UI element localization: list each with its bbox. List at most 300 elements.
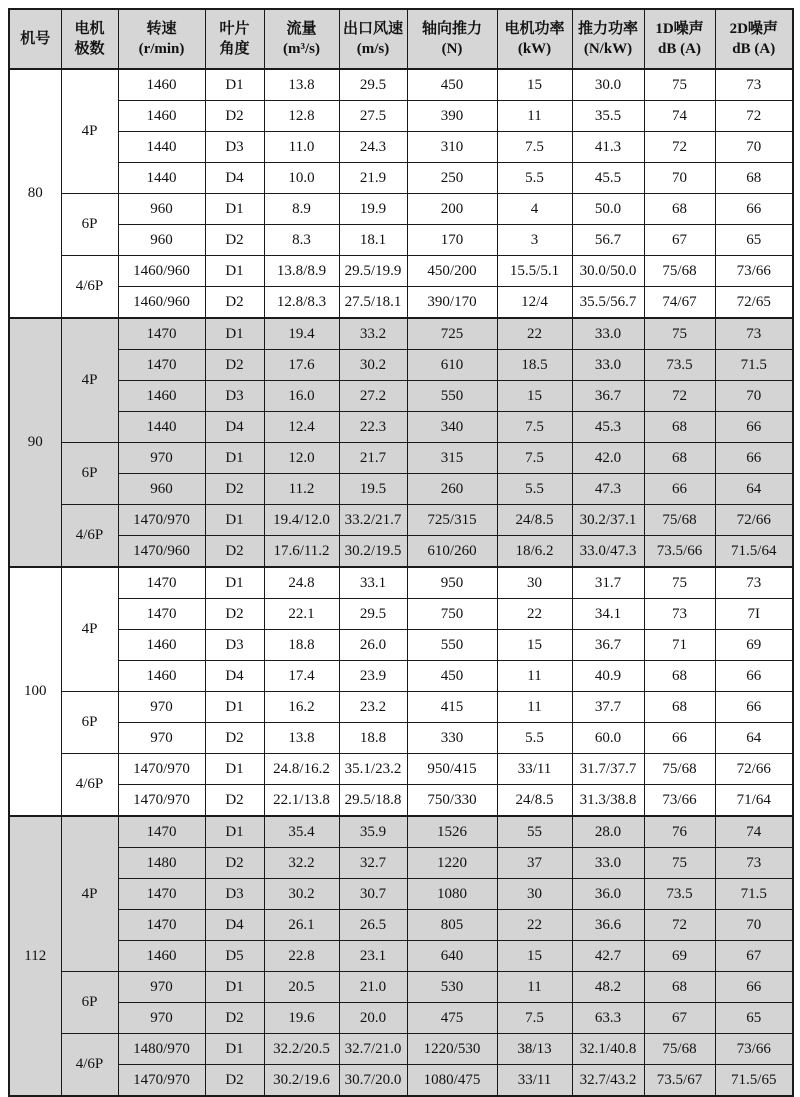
cell-noise_2d: 71/64 [715, 785, 793, 817]
table-row [9, 1065, 793, 1097]
cell-blade_angle: D2 [205, 848, 264, 879]
cell-noise_2d: 73 [715, 848, 793, 879]
cell-flow: 12.0 [264, 443, 339, 474]
cell-speed_rpm: 1470/970 [118, 785, 205, 817]
cell-motor_power: 22 [497, 910, 572, 941]
cell-noise_2d: 69 [715, 630, 793, 661]
cell-speed_rpm: 1480 [118, 848, 205, 879]
cell-speed_rpm: 1460 [118, 630, 205, 661]
cell-blade_angle: D2 [205, 350, 264, 381]
cell-speed_rpm: 970 [118, 723, 205, 754]
cell-thrust_power_ratio: 31.7 [572, 567, 644, 599]
header-thrust_power_ratio: 推力功率 (N/kW) [572, 9, 644, 69]
cell-motor_power: 33/11 [497, 1065, 572, 1097]
cell-motor_power: 22 [497, 318, 572, 350]
header-motor_power: 电机功率 (kW) [497, 9, 572, 69]
cell-outlet_velocity: 23.9 [339, 661, 407, 692]
cell-speed_rpm: 1470 [118, 599, 205, 630]
cell-motor_power: 22 [497, 599, 572, 630]
cell-outlet_velocity: 24.3 [339, 132, 407, 163]
cell-speed_rpm: 1470 [118, 318, 205, 350]
cell-axial_thrust: 550 [407, 381, 497, 412]
cell-motor_power: 7.5 [497, 443, 572, 474]
cell-blade_angle: D1 [205, 505, 264, 536]
cell-thrust_power_ratio: 42.0 [572, 443, 644, 474]
cell-axial_thrust: 1080/475 [407, 1065, 497, 1097]
cell-speed_rpm: 1470 [118, 879, 205, 910]
cell-axial_thrust: 415 [407, 692, 497, 723]
cell-outlet_velocity: 18.8 [339, 723, 407, 754]
cell-motor_power: 30 [497, 567, 572, 599]
cell-noise_1d: 72 [644, 381, 715, 412]
cell-motor_power: 5.5 [497, 163, 572, 194]
cell-noise_1d: 72 [644, 132, 715, 163]
cell-thrust_power_ratio: 50.0 [572, 194, 644, 225]
cell-speed_rpm: 1470 [118, 816, 205, 848]
cell-speed_rpm: 1460/960 [118, 287, 205, 319]
cell-blade_angle: D2 [205, 1065, 264, 1097]
cell-thrust_power_ratio: 36.6 [572, 910, 644, 941]
cell-outlet_velocity: 20.0 [339, 1003, 407, 1034]
cell-speed_rpm: 1440 [118, 412, 205, 443]
cell-noise_2d: 64 [715, 474, 793, 505]
cell-blade_angle: D1 [205, 256, 264, 287]
cell-speed_rpm: 1470/970 [118, 1065, 205, 1097]
cell-blade_angle: D2 [205, 599, 264, 630]
cell-flow: 24.8 [264, 567, 339, 599]
cell-poles: 4P [61, 567, 118, 692]
cell-axial_thrust: 750 [407, 599, 497, 630]
cell-noise_1d: 66 [644, 723, 715, 754]
table-row [9, 910, 793, 941]
cell-flow: 13.8 [264, 69, 339, 101]
cell-axial_thrust: 610/260 [407, 536, 497, 568]
cell-noise_1d: 68 [644, 412, 715, 443]
cell-motor_power: 5.5 [497, 474, 572, 505]
cell-flow: 17.6/11.2 [264, 536, 339, 568]
cell-blade_angle: D4 [205, 910, 264, 941]
cell-poles: 6P [61, 972, 118, 1034]
cell-thrust_power_ratio: 60.0 [572, 723, 644, 754]
cell-blade_angle: D2 [205, 101, 264, 132]
cell-blade_angle: D2 [205, 225, 264, 256]
cell-thrust_power_ratio: 48.2 [572, 972, 644, 1003]
cell-motor_power: 3 [497, 225, 572, 256]
cell-blade_angle: D3 [205, 381, 264, 412]
cell-noise_1d: 75 [644, 567, 715, 599]
cell-speed_rpm: 1470 [118, 567, 205, 599]
table-row [9, 1034, 793, 1065]
cell-speed_rpm: 960 [118, 225, 205, 256]
cell-outlet_velocity: 21.7 [339, 443, 407, 474]
cell-outlet_velocity: 21.0 [339, 972, 407, 1003]
table-row [9, 318, 793, 350]
cell-outlet_velocity: 33.2 [339, 318, 407, 350]
cell-axial_thrust: 725 [407, 318, 497, 350]
cell-flow: 24.8/16.2 [264, 754, 339, 785]
cell-thrust_power_ratio: 31.7/37.7 [572, 754, 644, 785]
cell-outlet_velocity: 26.0 [339, 630, 407, 661]
cell-motor_power: 11 [497, 692, 572, 723]
cell-thrust_power_ratio: 31.3/38.8 [572, 785, 644, 817]
cell-blade_angle: D3 [205, 132, 264, 163]
cell-outlet_velocity: 29.5 [339, 599, 407, 630]
cell-noise_2d: 66 [715, 972, 793, 1003]
header-noise_1d: 1D噪声 dB (A) [644, 9, 715, 69]
cell-flow: 13.8/8.9 [264, 256, 339, 287]
cell-blade_angle: D1 [205, 567, 264, 599]
cell-speed_rpm: 1460 [118, 381, 205, 412]
cell-thrust_power_ratio: 37.7 [572, 692, 644, 723]
cell-noise_1d: 72 [644, 910, 715, 941]
cell-poles: 4/6P [61, 256, 118, 319]
cell-thrust_power_ratio: 42.7 [572, 941, 644, 972]
cell-poles: 4/6P [61, 1034, 118, 1097]
cell-noise_1d: 71 [644, 630, 715, 661]
header-axial_thrust: 轴向推力 (N) [407, 9, 497, 69]
table-row [9, 287, 793, 319]
cell-noise_2d: 71.5/65 [715, 1065, 793, 1097]
cell-blade_angle: D1 [205, 692, 264, 723]
cell-noise_1d: 73.5/67 [644, 1065, 715, 1097]
cell-thrust_power_ratio: 47.3 [572, 474, 644, 505]
cell-axial_thrust: 950/415 [407, 754, 497, 785]
cell-outlet_velocity: 26.5 [339, 910, 407, 941]
header-noise_2d: 2D噪声 dB (A) [715, 9, 793, 69]
cell-flow: 8.3 [264, 225, 339, 256]
cell-speed_rpm: 1470 [118, 350, 205, 381]
cell-outlet_velocity: 27.5 [339, 101, 407, 132]
header-outlet_velocity: 出口风速 (m/s) [339, 9, 407, 69]
cell-noise_2d: 72/66 [715, 754, 793, 785]
cell-axial_thrust: 200 [407, 194, 497, 225]
cell-axial_thrust: 750/330 [407, 785, 497, 817]
cell-motor_power: 38/13 [497, 1034, 572, 1065]
table-row [9, 567, 793, 599]
table-row [9, 879, 793, 910]
cell-speed_rpm: 1470 [118, 910, 205, 941]
cell-flow: 11.2 [264, 474, 339, 505]
cell-outlet_velocity: 27.2 [339, 381, 407, 412]
cell-axial_thrust: 390 [407, 101, 497, 132]
table-row [9, 101, 793, 132]
cell-motor_power: 11 [497, 101, 572, 132]
table-row [9, 599, 793, 630]
cell-outlet_velocity: 30.2 [339, 350, 407, 381]
cell-poles: 4P [61, 69, 118, 194]
cell-motor_power: 7.5 [497, 412, 572, 443]
cell-axial_thrust: 250 [407, 163, 497, 194]
cell-flow: 17.6 [264, 350, 339, 381]
cell-speed_rpm: 1460 [118, 69, 205, 101]
cell-speed_rpm: 1440 [118, 132, 205, 163]
cell-axial_thrust: 1220 [407, 848, 497, 879]
cell-flow: 12.4 [264, 412, 339, 443]
cell-thrust_power_ratio: 33.0 [572, 350, 644, 381]
cell-noise_1d: 75/68 [644, 505, 715, 536]
cell-speed_rpm: 970 [118, 1003, 205, 1034]
cell-machine-no: 100 [9, 567, 61, 816]
cell-speed_rpm: 1460 [118, 101, 205, 132]
cell-noise_2d: 71.5 [715, 879, 793, 910]
cell-noise_2d: 65 [715, 1003, 793, 1034]
cell-flow: 30.2 [264, 879, 339, 910]
cell-speed_rpm: 1470/970 [118, 505, 205, 536]
cell-axial_thrust: 450 [407, 661, 497, 692]
cell-noise_1d: 74/67 [644, 287, 715, 319]
cell-flow: 17.4 [264, 661, 339, 692]
cell-speed_rpm: 1460/960 [118, 256, 205, 287]
cell-blade_angle: D4 [205, 163, 264, 194]
cell-blade_angle: D2 [205, 474, 264, 505]
cell-outlet_velocity: 29.5/18.8 [339, 785, 407, 817]
cell-blade_angle: D1 [205, 443, 264, 474]
cell-axial_thrust: 450 [407, 69, 497, 101]
cell-axial_thrust: 450/200 [407, 256, 497, 287]
cell-thrust_power_ratio: 33.0/47.3 [572, 536, 644, 568]
cell-flow: 11.0 [264, 132, 339, 163]
cell-noise_1d: 75 [644, 848, 715, 879]
cell-blade_angle: D2 [205, 785, 264, 817]
cell-noise_1d: 75/68 [644, 256, 715, 287]
table-row [9, 412, 793, 443]
cell-speed_rpm: 1460 [118, 661, 205, 692]
table-row [9, 505, 793, 536]
cell-motor_power: 4 [497, 194, 572, 225]
cell-motor_power: 18/6.2 [497, 536, 572, 568]
cell-motor_power: 55 [497, 816, 572, 848]
cell-noise_1d: 68 [644, 661, 715, 692]
cell-noise_2d: 73 [715, 318, 793, 350]
cell-noise_1d: 67 [644, 225, 715, 256]
table-row [9, 816, 793, 848]
cell-flow: 16.0 [264, 381, 339, 412]
cell-noise_2d: 66 [715, 443, 793, 474]
cell-noise_1d: 73.5/66 [644, 536, 715, 568]
cell-noise_1d: 69 [644, 941, 715, 972]
cell-flow: 13.8 [264, 723, 339, 754]
cell-machine-no: 80 [9, 69, 61, 318]
cell-axial_thrust: 310 [407, 132, 497, 163]
cell-noise_2d: 64 [715, 723, 793, 754]
cell-blade_angle: D1 [205, 754, 264, 785]
cell-flow: 22.1/13.8 [264, 785, 339, 817]
cell-machine-no: 112 [9, 816, 61, 1096]
cell-noise_2d: 65 [715, 225, 793, 256]
cell-speed_rpm: 960 [118, 474, 205, 505]
cell-outlet_velocity: 32.7/21.0 [339, 1034, 407, 1065]
cell-blade_angle: D5 [205, 941, 264, 972]
cell-blade_angle: D4 [205, 412, 264, 443]
cell-noise_2d: 73/66 [715, 1034, 793, 1065]
cell-motor_power: 15 [497, 69, 572, 101]
cell-axial_thrust: 530 [407, 972, 497, 1003]
cell-axial_thrust: 1080 [407, 879, 497, 910]
cell-thrust_power_ratio: 34.1 [572, 599, 644, 630]
table-row [9, 381, 793, 412]
cell-axial_thrust: 390/170 [407, 287, 497, 319]
table-row [9, 941, 793, 972]
cell-thrust_power_ratio: 63.3 [572, 1003, 644, 1034]
cell-blade_angle: D2 [205, 536, 264, 568]
cell-speed_rpm: 1470/960 [118, 536, 205, 568]
cell-outlet_velocity: 21.9 [339, 163, 407, 194]
header-row [9, 9, 793, 69]
cell-outlet_velocity: 30.2/19.5 [339, 536, 407, 568]
cell-speed_rpm: 1480/970 [118, 1034, 205, 1065]
cell-axial_thrust: 640 [407, 941, 497, 972]
cell-blade_angle: D4 [205, 661, 264, 692]
cell-noise_1d: 68 [644, 443, 715, 474]
cell-motor_power: 37 [497, 848, 572, 879]
cell-thrust_power_ratio: 36.0 [572, 879, 644, 910]
cell-motor_power: 15.5/5.1 [497, 256, 572, 287]
cell-noise_1d: 68 [644, 972, 715, 1003]
cell-poles: 4/6P [61, 505, 118, 568]
cell-speed_rpm: 970 [118, 443, 205, 474]
cell-noise_2d: 66 [715, 661, 793, 692]
cell-noise_1d: 68 [644, 194, 715, 225]
cell-axial_thrust: 315 [407, 443, 497, 474]
cell-motor_power: 15 [497, 941, 572, 972]
header-flow: 流量 (m³/s) [264, 9, 339, 69]
cell-noise_2d: 72/66 [715, 505, 793, 536]
cell-blade_angle: D1 [205, 194, 264, 225]
cell-thrust_power_ratio: 33.0 [572, 318, 644, 350]
cell-noise_1d: 73 [644, 599, 715, 630]
cell-blade_angle: D3 [205, 879, 264, 910]
cell-motor_power: 15 [497, 381, 572, 412]
cell-flow: 8.9 [264, 194, 339, 225]
cell-speed_rpm: 1460 [118, 941, 205, 972]
cell-noise_1d: 68 [644, 692, 715, 723]
cell-axial_thrust: 1220/530 [407, 1034, 497, 1065]
cell-machine-no: 90 [9, 318, 61, 567]
table-row [9, 785, 793, 817]
cell-thrust_power_ratio: 32.7/43.2 [572, 1065, 644, 1097]
cell-flow: 22.8 [264, 941, 339, 972]
cell-poles: 6P [61, 692, 118, 754]
cell-outlet_velocity: 35.1/23.2 [339, 754, 407, 785]
cell-poles: 4/6P [61, 754, 118, 817]
cell-flow: 20.5 [264, 972, 339, 1003]
cell-thrust_power_ratio: 56.7 [572, 225, 644, 256]
cell-axial_thrust: 805 [407, 910, 497, 941]
cell-outlet_velocity: 29.5/19.9 [339, 256, 407, 287]
cell-noise_2d: 71.5 [715, 350, 793, 381]
cell-axial_thrust: 475 [407, 1003, 497, 1034]
table-row [9, 536, 793, 568]
table-row [9, 225, 793, 256]
cell-noise_2d: 66 [715, 692, 793, 723]
table-row [9, 972, 793, 1003]
cell-flow: 26.1 [264, 910, 339, 941]
cell-blade_angle: D1 [205, 318, 264, 350]
cell-noise_1d: 76 [644, 816, 715, 848]
cell-speed_rpm: 1440 [118, 163, 205, 194]
cell-noise_1d: 75 [644, 69, 715, 101]
cell-axial_thrust: 610 [407, 350, 497, 381]
table-row [9, 692, 793, 723]
cell-flow: 19.4/12.0 [264, 505, 339, 536]
cell-speed_rpm: 970 [118, 692, 205, 723]
cell-axial_thrust: 950 [407, 567, 497, 599]
cell-thrust_power_ratio: 35.5 [572, 101, 644, 132]
cell-speed_rpm: 970 [118, 972, 205, 1003]
header-poles: 电机 极数 [61, 9, 118, 69]
cell-outlet_velocity: 19.9 [339, 194, 407, 225]
table-row [9, 69, 793, 101]
cell-noise_1d: 73.5 [644, 879, 715, 910]
cell-axial_thrust: 550 [407, 630, 497, 661]
cell-axial_thrust: 340 [407, 412, 497, 443]
cell-outlet_velocity: 29.5 [339, 69, 407, 101]
cell-outlet_velocity: 18.1 [339, 225, 407, 256]
header-machine_no: 机号 [9, 9, 61, 69]
cell-blade_angle: D1 [205, 69, 264, 101]
table-row [9, 1003, 793, 1034]
cell-poles: 4P [61, 816, 118, 972]
cell-noise_2d: 70 [715, 910, 793, 941]
cell-axial_thrust: 260 [407, 474, 497, 505]
cell-thrust_power_ratio: 30.0 [572, 69, 644, 101]
cell-flow: 19.6 [264, 1003, 339, 1034]
cell-flow: 19.4 [264, 318, 339, 350]
cell-motor_power: 11 [497, 972, 572, 1003]
cell-thrust_power_ratio: 32.1/40.8 [572, 1034, 644, 1065]
cell-noise_2d: 71.5/64 [715, 536, 793, 568]
cell-blade_angle: D2 [205, 723, 264, 754]
header-blade_angle: 叶片 角度 [205, 9, 264, 69]
table-row [9, 754, 793, 785]
cell-blade_angle: D1 [205, 1034, 264, 1065]
cell-flow: 32.2/20.5 [264, 1034, 339, 1065]
cell-motor_power: 24/8.5 [497, 505, 572, 536]
cell-blade_angle: D2 [205, 1003, 264, 1034]
cell-flow: 10.0 [264, 163, 339, 194]
cell-outlet_velocity: 22.3 [339, 412, 407, 443]
cell-motor_power: 15 [497, 630, 572, 661]
cell-speed_rpm: 1470/970 [118, 754, 205, 785]
cell-poles: 6P [61, 194, 118, 256]
cell-noise_1d: 75/68 [644, 1034, 715, 1065]
cell-noise_2d: 67 [715, 941, 793, 972]
cell-poles: 6P [61, 443, 118, 505]
cell-flow: 18.8 [264, 630, 339, 661]
table-row [9, 661, 793, 692]
table-header [9, 9, 793, 69]
cell-noise_1d: 67 [644, 1003, 715, 1034]
cell-flow: 16.2 [264, 692, 339, 723]
cell-outlet_velocity: 35.9 [339, 816, 407, 848]
cell-axial_thrust: 170 [407, 225, 497, 256]
cell-motor_power: 18.5 [497, 350, 572, 381]
table-row [9, 256, 793, 287]
cell-outlet_velocity: 23.1 [339, 941, 407, 972]
cell-flow: 22.1 [264, 599, 339, 630]
cell-axial_thrust: 725/315 [407, 505, 497, 536]
cell-noise_2d: 73 [715, 69, 793, 101]
table-row [9, 350, 793, 381]
cell-motor_power: 24/8.5 [497, 785, 572, 817]
cell-noise_1d: 75 [644, 318, 715, 350]
cell-blade_angle: D2 [205, 287, 264, 319]
cell-motor_power: 33/11 [497, 754, 572, 785]
cell-outlet_velocity: 30.7/20.0 [339, 1065, 407, 1097]
cell-speed_rpm: 960 [118, 194, 205, 225]
cell-noise_2d: 66 [715, 412, 793, 443]
cell-outlet_velocity: 30.7 [339, 879, 407, 910]
